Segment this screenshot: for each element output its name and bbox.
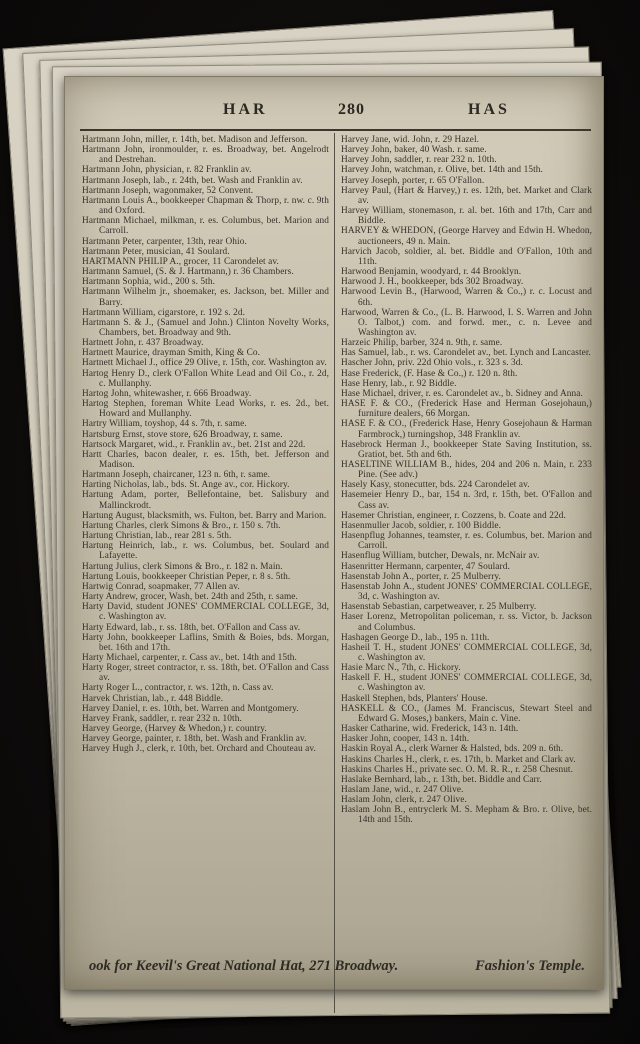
directory-entry: Hartmann John, physician, r. 82 Franklin av. bbox=[82, 165, 252, 176]
directory-entry: Hartung Charles, clerk Simons & Bro., r. 150 s. 7th. bbox=[82, 520, 281, 531]
directory-entry: Haskell F. H., student JONES' COMMERCIAL COLLEGE, 3d, c. Washington av. bbox=[341, 673, 592, 694]
directory-entry: Hartry William, toyshop, 44 s. 7th, r. same. bbox=[82, 419, 247, 430]
directory-entry: Hasenstab Sebastian, carpetweaver, r. 25 Mulberry. bbox=[341, 602, 537, 613]
directory-entry: Hasie Marc N., 7th, c. Hickory. bbox=[341, 663, 461, 674]
directory-entry: Hartnett John, r. 437 Broadway. bbox=[82, 338, 204, 349]
directory-entry: Haser Lorenz, Metropolitan policeman, r. ss. Victor, b. Jackson and Columbus. bbox=[341, 612, 592, 633]
directory-entry: Hartmann Peter, carpenter, 13th, rear Ohio. bbox=[82, 236, 247, 247]
directory-entry: Hartmann John, miller, r. 14th, bet. Madison and Jefferson. bbox=[82, 135, 308, 145]
directory-entry: Hasenstab John A., student JONES' COMMERCIAL COLLEGE, 3d, c. Washington av. bbox=[341, 581, 592, 603]
directory-entry: HASE F. & CO., (Frederick Hase and Herman Gosejohaun,) furniture dealers, 66 Morgan. bbox=[341, 399, 592, 420]
directory-entry: Haskin Royal A., clerk Warner & Halsted, bds. 209 n. 6th. bbox=[341, 744, 564, 755]
directory-column-left bbox=[82, 135, 329, 755]
directory-entry: Harwood Benjamin, woodyard, r. 44 Brooklyn. bbox=[341, 267, 522, 278]
directory-entry: Hase Michael, driver, r. es. Carondelet av., b. Sidney and Anna. bbox=[341, 388, 583, 399]
directory-page bbox=[64, 76, 604, 990]
directory-entry: Hartung Julius, clerk Simons & Bro., r. 182 n. Main. bbox=[82, 561, 283, 572]
directory-entry: Hasheil T. H., student JONES' COMMERCIAL COLLEGE, 3d, c. Washington av. bbox=[341, 642, 592, 663]
directory-entry: HASKELL & CO., (James M. Franciscus, Stewart Steel and Edward G. Moses,) bankers, Main c. Vine. bbox=[341, 703, 592, 724]
directory-entry: Hartsock Margaret, wid., r. Franklin av., bet. 21st and 22d. bbox=[82, 439, 306, 450]
directory-entry: Hasker John, cooper, 143 n. 14th. bbox=[341, 734, 470, 745]
directory-entry: Harvey John, saddler, r. rear 232 n. 10th. bbox=[341, 155, 497, 166]
directory-entry: Hartwig Conrad, soapmaker, 77 Allen av. bbox=[82, 581, 240, 592]
directory-entry: Hasemeier Henry D., bar, 154 n. 3rd, r. 15th, bet. O'Fallon and Cass av. bbox=[341, 490, 592, 511]
directory-entry: Harvey John, baker, 40 Wash. r. same. bbox=[341, 145, 487, 156]
directory-entry: Hase Frederick, (F. Hase & Co.,) r. 120 n. 8th. bbox=[341, 368, 518, 379]
column-divider bbox=[334, 133, 335, 1013]
directory-entry: Harvey John, watchman, r. Olive, bet. 14th and 15th. bbox=[341, 165, 543, 176]
directory-entry: Hashagen George D., lab., 195 n. 11th. bbox=[341, 632, 490, 643]
directory-entry: Hartung Louis, bookkeeper Christian Peper, r. 8 s. 5th. bbox=[82, 571, 291, 582]
directory-entry: Harting Nicholas, lab., bds. St. Ange av., cor. Hickory. bbox=[82, 480, 290, 491]
directory-entry: Hasenflug William, butcher, Dewals, nr. McNair av. bbox=[341, 551, 540, 562]
directory-entry: Hartog Henry D., clerk O'Fallon White Lead and Oil Co., r. 2d, c. Mullanphy. bbox=[82, 368, 329, 389]
directory-entry: Hartmann Wilhelm jr., shoemaker, es. Jackson, bet. Miller and Barry. bbox=[82, 287, 329, 308]
header-rule bbox=[80, 129, 591, 131]
directory-entry: Harvey William, stonemason, r. al. bet. 16th and 17th, Carr and Biddle. bbox=[341, 206, 592, 227]
directory-entry: HARTMANN PHILIP A., grocer, 11 Carondelet av. bbox=[82, 256, 279, 267]
directory-entry: Hartt Charles, bacon dealer, r. es. 15th, bet. Jefferson and Madison. bbox=[82, 449, 329, 470]
header-left-range: HAR bbox=[223, 101, 268, 118]
directory-entry: Hasely Kasy, stonecutter, bds. 224 Carondelet av. bbox=[341, 480, 530, 491]
directory-entry: Harvey Frank, saddler, r. rear 232 n. 10th. bbox=[82, 713, 242, 724]
directory-entry: Hartmann Michael, milkman, r. es. Columbus, bet. Marion and Carroll. bbox=[82, 216, 329, 237]
directory-entry: Hasebrock Herman J., bookkeeper State Saving Institution, ss. Gratiot, bet. 5th and 6th. bbox=[341, 439, 592, 460]
directory-entry: Hasemer Christian, engineer, r. Cozzens, b. Coate and 22d. bbox=[341, 510, 566, 521]
directory-entry: Hartsburg Ernst, stove store, 626 Broadway, r. same. bbox=[82, 429, 283, 440]
directory-entry: Hartung August, blacksmith, ws. Fulton, bet. Barry and Marion. bbox=[82, 510, 327, 521]
directory-entry: Harvey Paul, (Hart & Harvey,) r. es. 12th, bet. Market and Clark av. bbox=[341, 185, 592, 206]
directory-entry: Harty Michael, carpenter, r. Cass av., bet. 14th and 15th. bbox=[82, 652, 297, 663]
advert-footer-left: ook for Keevil's Great National Hat, 271 Broadway. bbox=[89, 958, 399, 974]
page-header bbox=[83, 101, 592, 123]
directory-entry: Harty Roger, street contractor, r. ss. 18th, bet. O'Fallon and Cass av. bbox=[82, 663, 329, 684]
directory-entry: Hartmann Joseph, wagonmaker, 52 Convent. bbox=[82, 185, 254, 196]
directory-entry: Hartmann John, ironmoulder, r. es. Broadway, bet. Angelrodt and Destrehan. bbox=[82, 145, 329, 166]
directory-entry: Hartung Adam, porter, Bellefontaine, bet. Salisbury and Mallinckrodt. bbox=[82, 490, 329, 511]
directory-entry: Hasker Catharine, wid. Frederick, 143 n. 14th. bbox=[341, 724, 519, 735]
directory-entry: Haskell Stephen, bds, Planters' House. bbox=[341, 693, 488, 704]
directory-entry: Hartmann Peter, musician, 41 Soulard. bbox=[82, 246, 230, 257]
directory-entry: Hartog John, whitewasher, r. 666 Broadway. bbox=[82, 388, 252, 399]
directory-entry: Has Samuel, lab., r. ws. Carondelet av., bet. Lynch and Lancaster. bbox=[341, 348, 591, 359]
directory-entry: Hartung Christian, lab., rear 281 s. 5th. bbox=[82, 531, 232, 542]
directory-entry: Harvey Hugh J., clerk, r. 10th, bet. Orchard and Chouteau av. bbox=[82, 744, 316, 755]
page-number: 280 bbox=[338, 101, 365, 118]
directory-entry: Hartmann William, cigarstore, r. 192 s. 2d. bbox=[82, 307, 246, 318]
directory-entry: Hasenmuller Jacob, soldier, r. 100 Biddle. bbox=[341, 520, 502, 531]
directory-entry: Harty Edward, lab., r. ss. 18th, bet. O'Fallon and Cass av. bbox=[82, 622, 301, 633]
directory-entry: Hasenpflug Johannes, teamster, r. es. Columbus, bet. Marion and Carroll. bbox=[341, 531, 592, 552]
directory-entry: HASELTINE WILLIAM B., hides, 204 and 206 n. Main, r. 233 Pine. (See adv.) bbox=[341, 460, 592, 481]
directory-entry: Harvich Jacob, soldier, al. bet. Biddle and O'Fallon, 10th and 11th. bbox=[341, 246, 592, 267]
advert-footer-right: Fashion's Temple. bbox=[475, 958, 585, 974]
directory-entry: HASE F. & CO., (Frederick Hase, Henry Gosejohaun & Harman Farmbrock,) turningshop, 348 Franklin av. bbox=[341, 419, 592, 440]
directory-entry: Haslake Bernhard, lab., r. 13th, bet. Biddle and Carr. bbox=[341, 774, 542, 785]
directory-entry: Harty Roger L., contractor, r. ws. 12th, n. Cass av. bbox=[82, 683, 274, 694]
directory-entry: Hartmann Louis A., bookkeeper Chapman & Thorp, r. nw. c. 9th and Oxford. bbox=[82, 195, 329, 217]
directory-entry: Harzeic Philip, barber, 324 n. 9th, r. same. bbox=[341, 338, 503, 349]
directory-entry: Harty John, bookkeeper Laflins, Smith & Boies, bds. Morgan, bet. 16th and 17th. bbox=[82, 632, 329, 653]
directory-entry: Hascher John, priv. 22d Ohio vols., r. 323 s. 3d. bbox=[341, 358, 523, 369]
directory-entry: Hartmann Joseph, chaircaner, 123 n. 6th, r. same. bbox=[82, 470, 271, 481]
directory-entry: Hartung Heinrich, lab., r. ws. Columbus, bet. Soulard and Lafayette. bbox=[82, 541, 329, 562]
directory-entry: Harvey George, painter, r. 18th, bet. Wash and Franklin av. bbox=[82, 734, 307, 745]
directory-entry: Hartmann S. & J., (Samuel and John.) Clinton Novelty Works, Chambers, bet. Broadway and 9th. bbox=[82, 317, 329, 338]
directory-entry: Hartmann Joseph, lab., r. 24th, bet. Wash and Franklin av. bbox=[82, 175, 303, 186]
directory-entry: Haslam Jane, wid., r. 247 Olive. bbox=[341, 785, 464, 795]
directory-entry: Hartmann Sophia, wid., 200 s. 5th. bbox=[82, 277, 216, 288]
directory-entry: Haskins Charles H., clerk, r. es. 17th, b. Market and Clark av. bbox=[341, 754, 576, 765]
directory-entry: Harty David, student JONES' COMMERCIAL COLLEGE, 3d, c. Washington av. bbox=[82, 602, 329, 623]
directory-entry: Hartnett Michael J., office 29 Olive, r. 15th, cor. Washington av. bbox=[82, 358, 327, 369]
directory-entry: Hartog Stephen, foreman White Lead Works, r. es. 2d., bet. Howard and Mullanphy. bbox=[82, 399, 329, 420]
directory-entry: Hasenritter Hermann, carpenter, 47 Soulard. bbox=[341, 561, 510, 572]
directory-entry: Hartmann Samuel, (S. & J. Hartmann,) r. 36 Chambers. bbox=[82, 267, 294, 278]
directory-column-right bbox=[341, 135, 592, 826]
directory-entry: Harwood, Warren & Co., (L. B. Harwood, I. S. Warren and John O. Talbot,) com. and forwd. mer., c. n. Levee and Washington av. bbox=[341, 307, 592, 338]
directory-entry: Haslam John, clerk, r. 247 Olive. bbox=[341, 795, 467, 806]
directory-entry: Harvek Christian, lab., r. 448 Biddle. bbox=[82, 693, 224, 704]
directory-entry: Harwood J. H., bookkeeper, bds 302 Broadway. bbox=[341, 277, 524, 288]
directory-entry: Harty Andrew, grocer, Wash, bet. 24th and 25th, r. same. bbox=[82, 592, 298, 603]
directory-entry: Hase Henry, lab., r. 92 Biddle. bbox=[341, 378, 457, 389]
directory-entry: Harvey Daniel, r. es. 10th, bet. Warren and Montgomery. bbox=[82, 703, 299, 714]
directory-entry: Harvey Jane, wid. John, r. 29 Hazel. bbox=[341, 135, 480, 145]
advert-footer bbox=[89, 958, 585, 975]
directory-entry: Harvey George, (Harvey & Whedon,) r. country. bbox=[82, 724, 267, 735]
directory-entry: Hartnett Maurice, drayman Smith, King & Co. bbox=[82, 348, 261, 359]
directory-entry: Haslam John B., entryclerk M. S. Mepham & Bro. r. Olive, bet. 14th and 15th. bbox=[341, 805, 592, 826]
directory-entry: Haskins Charles H., private sec. O. M. R. R., r. 258 Chesnut. bbox=[341, 764, 574, 775]
directory-entry: Harvey Joseph, porter, r. 65 O'Fallon. bbox=[341, 175, 485, 186]
header-right-range: HAS bbox=[468, 101, 510, 118]
directory-entry: Hasenstab John A., porter, r. 25 Mulberry. bbox=[341, 571, 501, 582]
directory-entry: Harwood Levin B., (Harwood, Warren & Co.,) r. c. Locust and 6th. bbox=[341, 287, 592, 308]
directory-entry: HARVEY & WHEDON, (George Harvey and Edwin H. Whedon, auctioneers, 49 n. Main. bbox=[341, 226, 592, 247]
